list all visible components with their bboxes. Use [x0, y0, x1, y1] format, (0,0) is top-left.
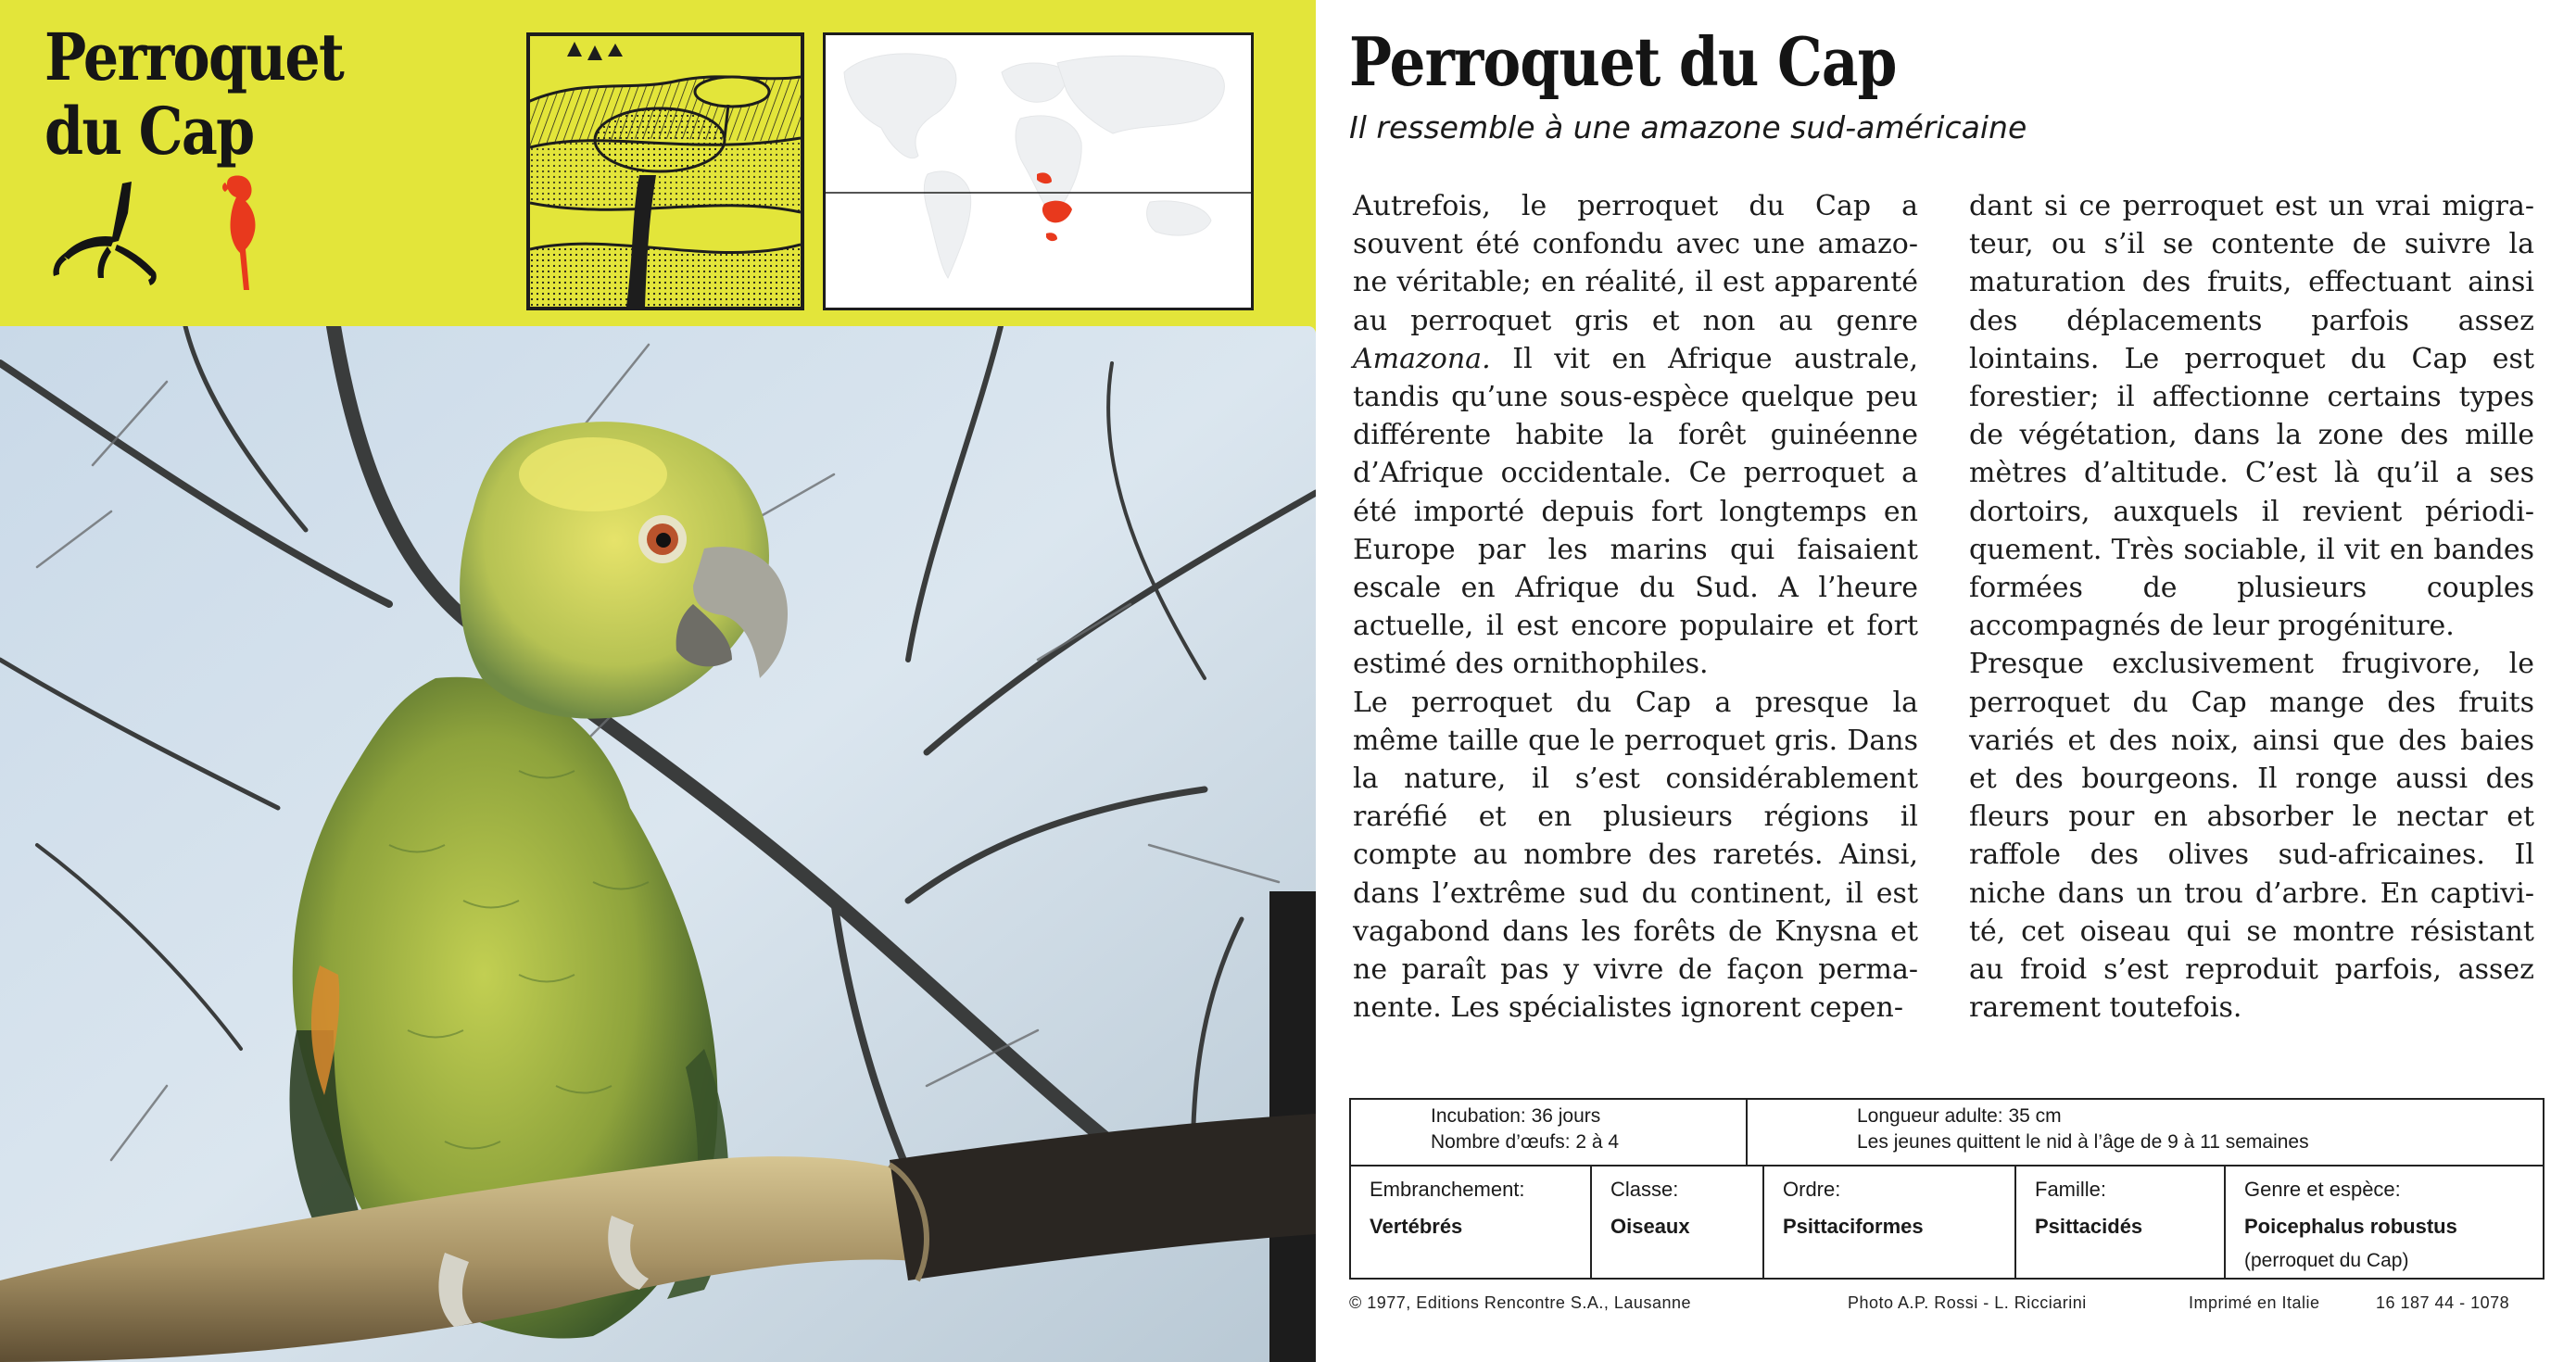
text-column-1 [1353, 187, 1918, 1027]
species-common-name: (perroquet du Cap) [2244, 1250, 2409, 1271]
family-cell [2016, 1167, 2226, 1280]
adult-length: Longueur adulte: 35 cm [1857, 1105, 2062, 1127]
article-title: Perroquet du Cap [1349, 22, 1897, 101]
article-subtitle: Il ressemble à une amazone sud-américaine [1349, 109, 2027, 145]
card-title-line-1: Perroquet [44, 19, 344, 95]
class-label: Classe: [1610, 1178, 1679, 1201]
paragraph-1 [1353, 187, 1918, 684]
parrot-icon [218, 171, 273, 292]
printed-in: Imprimé en Italie [2189, 1293, 2320, 1312]
species-label: Genre et espèce: [2244, 1178, 2401, 1201]
species-value: Poicephalus robustus [2244, 1215, 2457, 1238]
facts-table [1349, 1098, 2544, 1280]
phylum-value: Vertébrés [1370, 1215, 1463, 1238]
card-title-line-2: du Cap [44, 93, 254, 170]
copyright: © 1977, Editions Rencontre S.A., Lausanne [1349, 1293, 1691, 1312]
breeding-cell [1351, 1100, 1748, 1165]
class-cell [1592, 1167, 1764, 1280]
family-value: Psittacidés [2035, 1215, 2143, 1238]
catalog-code: 16 187 44 - 1078 [2376, 1293, 2510, 1312]
paragraph-1-text-a: Autrefois, le perroquet du Cap a souvent été confondu avec une amazone véritable; en réalité, il est apparenté au perroquet gris et non au genre [1353, 190, 1918, 337]
back-card [1316, 0, 2576, 1362]
phylum-cell [1351, 1167, 1592, 1280]
paragraph-3: dant si ce perroquet est un vrai migrateur, ou s’il se contente de suivre la maturation des fruits, effectuant ainsi des déplacements parfois assez lointains. Le perroquet du Cap est forestier; il affectionne certains types de végétation, dans la zone des mille mètres d’altitude. C’est là qu’il a ses dortoirs, auxquels il revient périodiquement. Très sociable, il vit en bandes formées de plusieurs couples accompagnés de leur progéniture. [1969, 190, 2534, 643]
order-cell [1764, 1167, 2016, 1280]
claw-icon [46, 176, 167, 287]
world-map [823, 32, 1254, 310]
family-label: Famille: [2035, 1178, 2107, 1201]
facts-row-taxonomy [1351, 1167, 2543, 1280]
order-label: Ordre: [1783, 1178, 1841, 1201]
incubation: Incubation: 36 jours [1431, 1105, 1601, 1127]
paragraph-1-text-b: Il vit en Afrique australe, tandis qu’une sous-espèce quelque peu différente habite la forêt guinéenne d’Afrique occidentale. Ce perroquet a été importé depuis fort longtemps en Europe par les marins qui faisaient escale en Afrique du Sud. A l’heure actuelle, il est encore populaire et fort estimé des ornithophiles. [1353, 342, 1918, 681]
card-title [44, 20, 343, 169]
paragraph-4: Presque exclusivement frugivore, le perroquet du Cap mange des fruits variés et des noix, ainsi que des baies et des bourgeons. Il ronge aussi des fleurs pour en absorber le nectar et raffole des olives sud-africaines. Il niche dans un trou d’arbre. En captivité, cet oiseau qui se montre résistant au froid s’est reproduit parfois, assez rarement toutefois. [1969, 648, 2534, 1025]
order-value: Psittaciformes [1783, 1215, 1924, 1238]
text-column-2 [1969, 187, 2534, 1027]
egg-count: Nombre d’œufs: 2 à 4 [1431, 1131, 1620, 1153]
class-value: Oiseaux [1610, 1215, 1690, 1238]
growth-cell [1748, 1100, 2543, 1165]
habitat-illustration [526, 32, 804, 310]
genus-name: Amazona. [1353, 342, 1491, 375]
parrot-photo [0, 326, 1316, 1362]
phylum-label: Embranchement: [1370, 1178, 1525, 1201]
fledging-age: Les jeunes quittent le nid à l’âge de 9 à 11 semaines [1857, 1131, 2309, 1153]
species-cell [2226, 1167, 2543, 1280]
photo-credit: Photo A.P. Rossi - L. Ricciarini [1848, 1293, 2087, 1312]
paragraph-2: Le perroquet du Cap a presque la même taille que le perroquet gris. Dans la nature, il s’est considérablement raréfié et en plusieurs régions il compte au nombre des raretés. Ainsi, dans l’extrême sud du continent, il est vagabond dans les forêts de Knysna et ne paraît pas y vivre de façon permanente. Les spécialistes ignorent cepen- [1353, 686, 1918, 1025]
facts-row-breeding [1351, 1100, 2543, 1167]
